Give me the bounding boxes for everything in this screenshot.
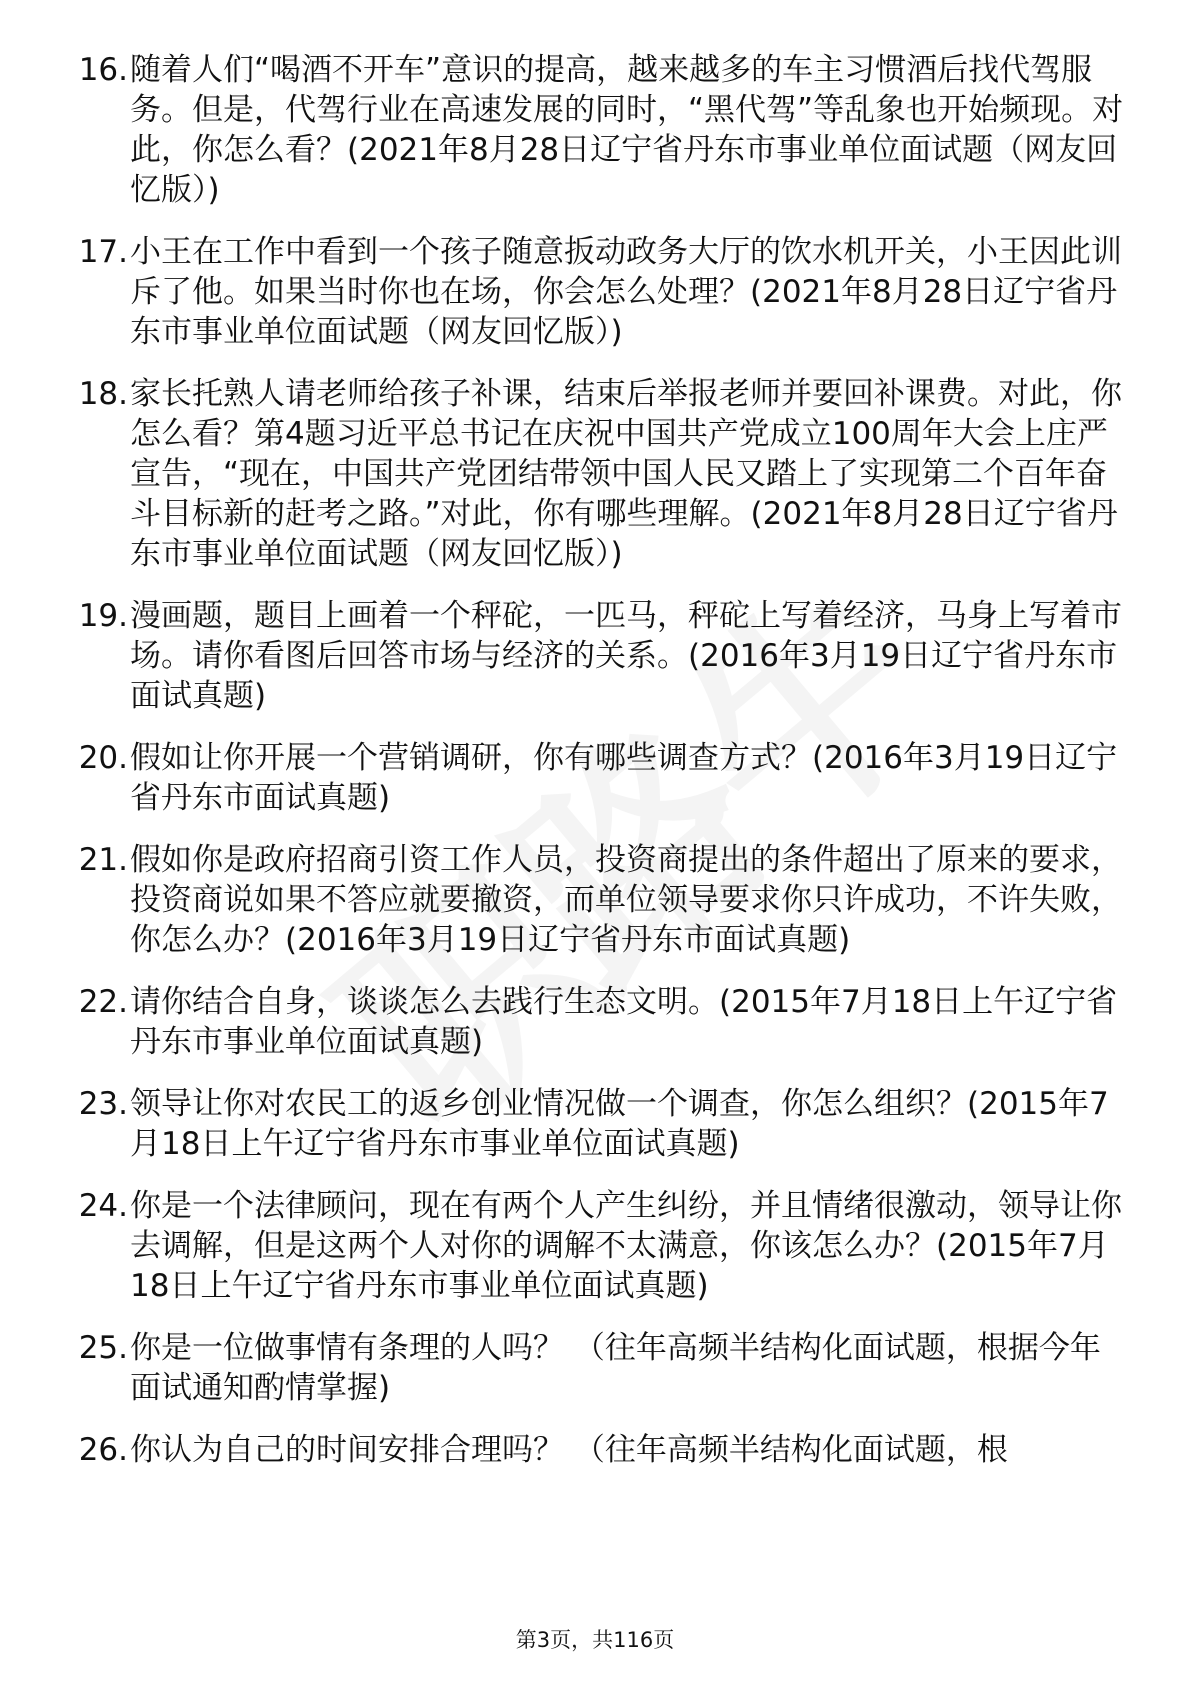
question-number: 20. bbox=[78, 740, 128, 776]
question-text: 你是一位做事情有条理的人吗？ （往年高频半结构化面试题，根据今年面试通知酌情掌握) bbox=[130, 1330, 1101, 1406]
question-item bbox=[0, 596, 1190, 716]
question-text: 随着人们“喝酒不开车”意识的提高，越来越多的车主习惯酒后找代驾服务。但是，代驾行业在高速发展的同时，“黑代驾”等乱象也开始频现。对此，你怎么看？(2021年8月28日辽宁省丹东市事业单位面试题（网友回忆版）) bbox=[130, 52, 1124, 208]
question-item bbox=[0, 840, 1190, 960]
question-text: 你是一个法律顾问，现在有两个人产生纠纷，并且情绪很激动，领导让你去调解，但是这两个人对你的调解不太满意，你该怎么办？(2015年7月18日上午辽宁省丹东市事业单位面试真题) bbox=[130, 1188, 1122, 1304]
question-text: 小王在工作中看到一个孩子随意扳动政务大厅的饮水机开关，小王因此训斥了他。如果当时你也在场，你会怎么处理？(2021年8月28日辽宁省丹东市事业单位面试题（网友回忆版）) bbox=[130, 234, 1122, 350]
question-number: 16. bbox=[78, 52, 128, 88]
question-text: 领导让你对农民工的返乡创业情况做一个调查，你怎么组织？(2015年7月18日上午辽宁省丹东市事业单位面试真题) bbox=[130, 1086, 1109, 1162]
question-number: 19. bbox=[78, 598, 128, 634]
question-text: 假如你是政府招商引资工作人员，投资商提出的条件超出了原来的要求，投资商说如果不答应就要撤资，而单位领导要求你只许成功，不许失败，你怎么办？(2016年3月19日辽宁省丹东市面试真题) bbox=[130, 842, 1122, 958]
question-item bbox=[0, 1430, 1190, 1470]
question-item bbox=[0, 1186, 1190, 1306]
question-item bbox=[0, 738, 1190, 818]
question-text: 假如让你开展一个营销调研，你有哪些调查方式？(2016年3月19日辽宁省丹东市面试真题) bbox=[130, 740, 1118, 816]
question-number: 21. bbox=[78, 842, 128, 878]
question-number: 22. bbox=[78, 984, 128, 1020]
question-number: 18. bbox=[78, 376, 128, 412]
question-number: 17. bbox=[78, 234, 128, 270]
question-item bbox=[0, 982, 1190, 1062]
question-number: 26. bbox=[78, 1432, 128, 1468]
question-number: 24. bbox=[78, 1188, 128, 1224]
question-item bbox=[0, 1328, 1190, 1408]
question-text: 请你结合自身，谈谈怎么去践行生态文明。(2015年7月18日上午辽宁省丹东市事业单位面试真题) bbox=[130, 984, 1118, 1060]
question-list bbox=[0, 50, 1190, 1492]
question-text: 家长托熟人请老师给孩子补课，结束后举报老师并要回补课费。对此，你怎么看？第4题习近平总书记在庆祝中国共产党成立100周年大会上庄严宣告，“现在，中国共产党团结带领中国人民又踏上了实现第二个百年奋斗目标新的赶考之路。”对此，你有哪些理解。(2021年8月28日辽宁省丹东市事业单位面试题（网友回忆版）) bbox=[130, 376, 1122, 572]
question-item bbox=[0, 232, 1190, 352]
question-item bbox=[0, 1084, 1190, 1164]
question-item bbox=[0, 374, 1190, 574]
question-text: 漫画题，题目上画着一个秤砣，一匹马，秤砣上写着经济，马身上写着市场。请你看图后回答市场与经济的关系。(2016年3月19日辽宁省丹东市面试真题) bbox=[130, 598, 1122, 714]
question-text: 你认为自己的时间安排合理吗？ （往年高频半结构化面试题，根 bbox=[130, 1432, 1008, 1468]
question-number: 23. bbox=[78, 1086, 128, 1122]
question-item bbox=[0, 50, 1190, 210]
page-indicator: 第3页，共116页 bbox=[515, 1628, 675, 1652]
question-number: 25. bbox=[78, 1330, 128, 1366]
